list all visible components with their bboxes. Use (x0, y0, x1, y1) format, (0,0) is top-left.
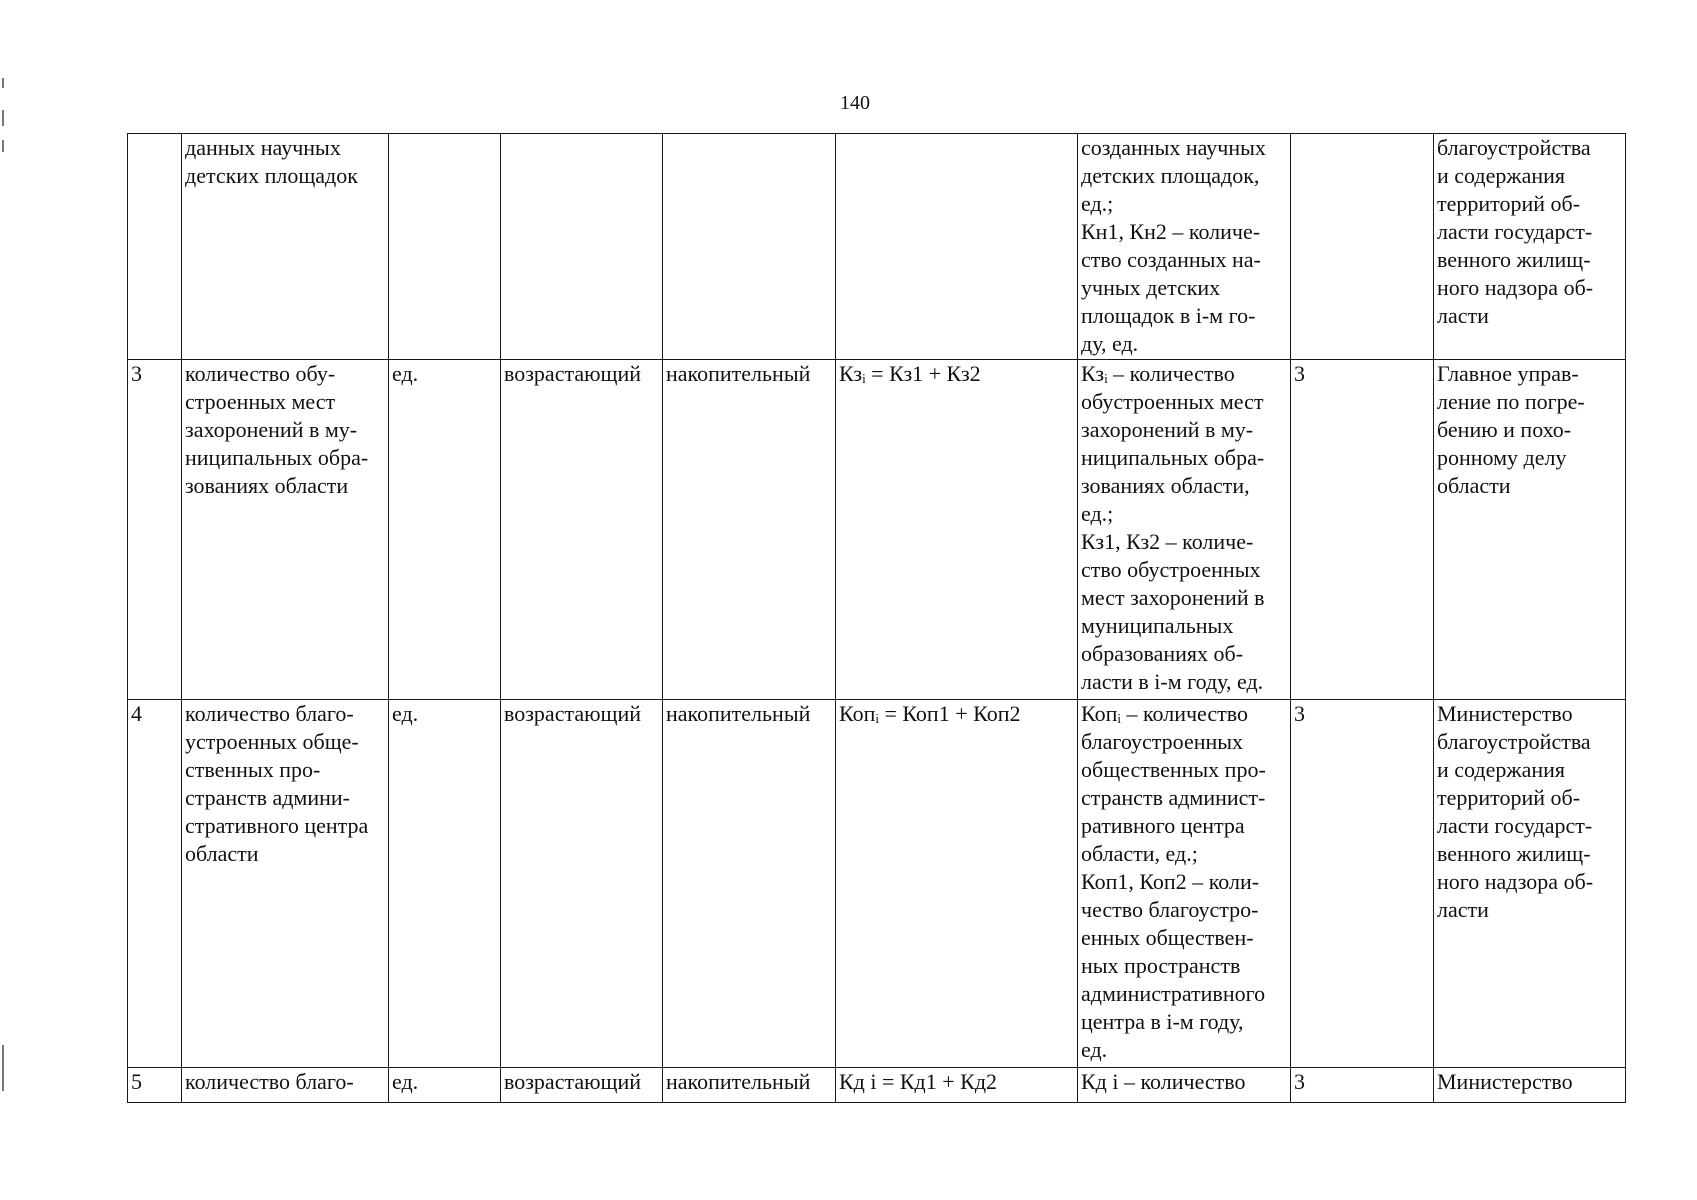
table-row (128, 360, 1626, 700)
cell-responsible: Министерство (1434, 1068, 1626, 1103)
scan-margin-marks (2, 0, 8, 1200)
cell-indicator-name: количество благо- (182, 1068, 389, 1103)
table-row (128, 700, 1626, 1068)
cell-description: Кд i – количество (1078, 1068, 1291, 1103)
page-number: 140 (840, 92, 870, 114)
cell-indicator-name: количество благо- устроенных обще- ственных про- странств админи- стративного центра области (182, 700, 389, 1068)
cell-trend: возрастающий (501, 700, 663, 1068)
cell-num: 3 (128, 360, 182, 700)
table-row (128, 1068, 1626, 1103)
cell-formula: Кд i = Кд1 + Кд2 (836, 1068, 1078, 1103)
cell-code: 3 (1291, 700, 1434, 1068)
cell-formula: Копᵢ = Коп1 + Коп2 (836, 700, 1078, 1068)
cell-unit: ед. (389, 700, 501, 1068)
cell-trend: возрастающий (501, 360, 663, 700)
cell-type: накопительный (663, 700, 836, 1068)
cell-code: 3 (1291, 1068, 1434, 1103)
cell-responsible: Главное управ- ление по погре- бению и похо- ронному делу области (1434, 360, 1626, 700)
cell-num: 4 (128, 700, 182, 1068)
cell-unit: ед. (389, 360, 501, 700)
cell-description: Копᵢ – количество благоустроенных общественных про- странств админист- ративного центра области, ед.; Коп1, Коп2 – коли- чество благоустро- енных обществен- ных пространств административного центра в i-м году, ед. (1078, 700, 1291, 1068)
cell-type (663, 134, 836, 360)
cell-description: Кзᵢ – количество обустроенных мест захоронений в му- ниципальных обра- зованиях области, ед.; Кз1, Кз2 – количе- ство обустроенных мест захоронений в муниципальных образованиях об- ласти в i-м году, ед. (1078, 360, 1291, 700)
cell-formula: Кзᵢ = Кз1 + Кз2 (836, 360, 1078, 700)
cell-type: накопительный (663, 360, 836, 700)
indicators-table (127, 133, 1626, 1103)
table-row (128, 134, 1626, 360)
cell-indicator-name: данных научных детских площадок (182, 134, 389, 360)
cell-num: 5 (128, 1068, 182, 1103)
cell-num (128, 134, 182, 360)
cell-responsible: Министерство благоустройства и содержания территорий об- ласти государст- венного жилищ- ного надзора об- ласти (1434, 700, 1626, 1068)
cell-code: 3 (1291, 360, 1434, 700)
cell-description: созданных научных детских площадок, ед.; Кн1, Кн2 – количе- ство созданных на- учных детских площадок в i-м го- ду, ед. (1078, 134, 1291, 360)
cell-trend: возрастающий (501, 1068, 663, 1103)
cell-indicator-name: количество обу- строенных мест захоронений в му- ниципальных обра- зованиях области (182, 360, 389, 700)
cell-code (1291, 134, 1434, 360)
cell-trend (501, 134, 663, 360)
cell-unit (389, 134, 501, 360)
cell-responsible: благоустройства и содержания территорий об- ласти государст- венного жилищ- ного надзора об- ласти (1434, 134, 1626, 360)
cell-formula (836, 134, 1078, 360)
cell-unit: ед. (389, 1068, 501, 1103)
cell-type: накопительный (663, 1068, 836, 1103)
